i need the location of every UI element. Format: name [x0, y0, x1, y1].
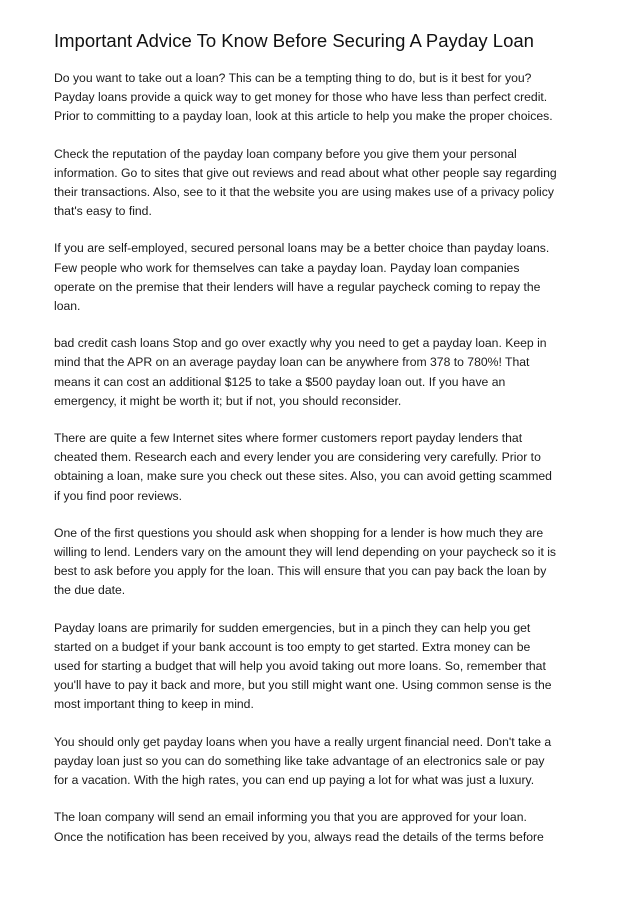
- paragraph-line: emergency, it might be worth it; but if not, you should reconsider.: [54, 393, 402, 408]
- paragraph-line: Few people who work for themselves can take a payday loan. Payday loan companies: [54, 260, 520, 275]
- paragraph-line: loan.: [54, 299, 81, 314]
- paragraph-line: There are quite a few Internet sites where former customers report payday lenders that: [54, 431, 523, 446]
- paragraph-line: You should only get payday loans when you have a really urgent financial need. Don't take a: [54, 734, 552, 749]
- paragraph-line: means it can cost an additional $125 to take a $500 payday loan out. If you have an: [54, 374, 506, 389]
- paragraph-line: One of the first questions you should ask when shopping for a lender is how much they are: [54, 525, 544, 540]
- paragraph-line: their transactions. Also, see to it that the website you are using makes use of a privacy policy: [54, 185, 554, 200]
- paragraph-line: Do you want to take out a loan? This can be a tempting thing to do, but is it best for you?: [54, 71, 532, 85]
- paragraph-line: payday loan just so you can do something like take advantage of an electronics sale or pay: [54, 753, 545, 768]
- paragraph: [54, 334, 588, 411]
- paragraph: [54, 239, 588, 316]
- paragraph: [54, 733, 588, 791]
- paragraph-line: most important thing to keep in mind.: [54, 697, 254, 712]
- paragraph: [54, 808, 588, 846]
- paragraph-line: for a vacation. With the high rates, you can end up paying a lot for what was just a luxury.: [54, 773, 535, 788]
- paragraph-line: used for starting a budget that will help you avoid taking out more loans. So, remember that: [54, 659, 546, 674]
- paragraph: [54, 619, 588, 715]
- paragraph-line: obtaining a loan, make sure you check out these sites. Also, you can avoid getting scammed: [54, 469, 552, 484]
- paragraph-line: Payday loans are primarily for sudden emergencies, but in a pinch they can help you get: [54, 620, 531, 635]
- paragraph: [54, 69, 588, 127]
- document-body: [54, 69, 588, 865]
- document-title: Important Advice To Know Before Securing A Payday Loan: [54, 30, 534, 51]
- paragraph-line: Check the reputation of the payday loan company before you give them your personal: [54, 146, 517, 161]
- paragraph-line: willing to lend. Lenders vary on the amount they will lend depending on your paycheck so it is: [54, 545, 557, 560]
- paragraph-line: you'll have to pay it back and more, but you still might want one. Using common sense is the: [54, 678, 552, 693]
- paragraph-line: the due date.: [54, 583, 126, 598]
- paragraph-line: bad credit cash loans Stop and go over exactly why you need to get a payday loan. Keep in: [54, 336, 547, 351]
- paragraph: [54, 524, 588, 601]
- paragraph-line: The loan company will send an email informing you that you are approved for your loan.: [54, 810, 527, 825]
- paragraph-line: Once the notification has been received by you, always read the details of the terms before: [54, 829, 544, 844]
- paragraph-line: best to ask before you apply for the loan. This will ensure that you can pay back the loan by: [54, 564, 547, 579]
- paragraph-line: If you are self-employed, secured personal loans may be a better choice than payday loans.: [54, 241, 550, 256]
- paragraph-line: operate on the premise that their lenders will have a regular paycheck coming to repay the: [54, 279, 541, 294]
- paragraph-line: information. Go to sites that give out reviews and read about what other people say regarding: [54, 165, 557, 180]
- paragraph-line: mind that the APR on an average payday loan can be anywhere from 378 to 780%! That: [54, 355, 530, 370]
- paragraph-line: Prior to committing to a payday loan, look at this article to help you make the proper choices.: [54, 109, 553, 124]
- paragraph-line: Payday loans provide a quick way to get money for those who have less than perfect credit.: [54, 90, 548, 105]
- paragraph-line: cheated them. Research each and every lender you are considering very carefully. Prior to: [54, 450, 541, 465]
- paragraph: [54, 429, 588, 506]
- paragraph-line: that's easy to find.: [54, 204, 152, 219]
- paragraph: [54, 145, 588, 222]
- paragraph-line: started on a budget if your bank account is too empty to get started. Extra money can be: [54, 639, 531, 654]
- paragraph-line: if you find poor reviews.: [54, 488, 183, 503]
